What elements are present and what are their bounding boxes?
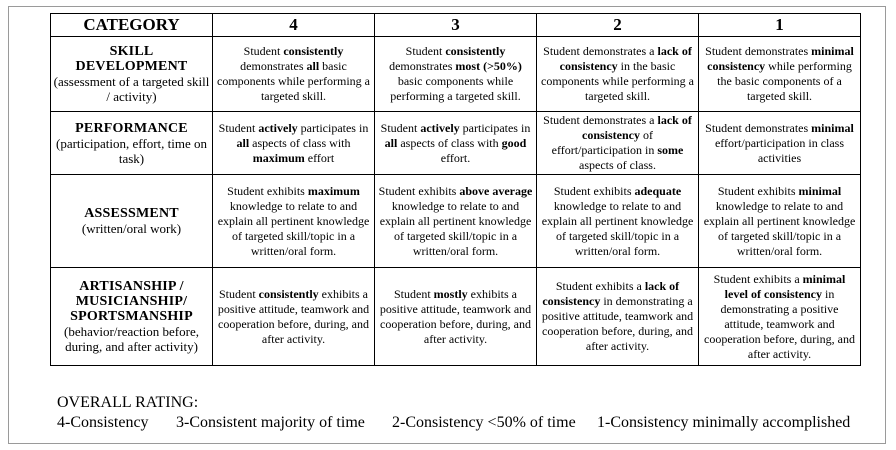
emphasis-text: adequate [634,183,682,198]
descriptor-text: aspects of class. [579,158,656,172]
rating-2: 2-Consistency <50% of time [392,414,576,431]
emphasis-text: maximum [252,150,305,165]
descriptor-text: Student exhibits [553,183,635,198]
category-name: DEVELOPMENT [75,59,188,74]
emphasis-text: consistently [445,44,506,58]
descriptor-level-4 [213,37,375,112]
category-cell [51,37,213,112]
category-subtitle: (written/oral work) [81,221,182,236]
header-row [51,14,861,37]
descriptor-text: Student [405,44,446,58]
descriptor-text: knowledge to relate to and explain all pertinent knowledge of targeted skill/topic in a written/oral form. [703,198,856,258]
descriptor-text: Student demonstrates [705,120,812,135]
emphasis-text: good [501,135,527,150]
emphasis-text: mostly [433,286,468,301]
descriptor-text: aspects of class with [249,135,351,150]
row-artisanship [51,268,861,366]
category-cell [51,268,213,366]
descriptor-text: aspects of class with [397,135,502,150]
descriptor-level-3 [375,37,537,112]
descriptor-level-1 [699,175,861,268]
descriptor-text: exhibits a positive attitude, teamwork and cooperation before, during, and after activity. [217,286,370,346]
descriptor-text: demonstrates [240,59,307,73]
category-subtitle: (assessment of a targeted skill / activity) [53,74,210,104]
rubric-table [50,13,861,366]
descriptor-text: effort/participation in class activities [714,135,845,165]
descriptor-text: Student exhibits [227,183,308,198]
descriptor-text: basic components while performing a targeted skill. [390,74,521,103]
descriptor-text: Student [394,286,434,301]
descriptor-text: in demonstrating a positive attitude, teamwork and cooperation before, during, and after activity. [704,286,855,361]
row-skill-development [51,37,861,112]
emphasis-text: consistently [258,286,319,301]
emphasis-text: minimal level of consistency [724,271,846,301]
emphasis-text: minimal consistency [707,44,854,73]
descriptor-text: demonstrates [389,59,456,73]
emphasis-text: all [384,135,398,150]
emphasis-text: lack of consistency [582,113,692,142]
category-cell [51,112,213,175]
descriptor-text: Student exhibits a [713,271,803,286]
header-level-4: 4 [213,14,375,37]
overall-rating-scale [57,413,850,433]
descriptor-text: while performing the basic components of a targeted skill. [717,59,852,103]
descriptor-level-1 [699,37,861,112]
descriptor-text: Student demonstrates a [543,44,658,58]
header-level-1: 1 [699,14,861,37]
descriptor-level-3 [375,268,537,366]
descriptor-level-2 [537,175,699,268]
emphasis-text: all [306,59,320,73]
row-assessment [51,175,861,268]
emphasis-text: most (>50%) [455,59,522,73]
header-level-3: 3 [375,14,537,37]
descriptor-text: Student demonstrates a [543,113,658,127]
descriptor-level-2 [537,37,699,112]
emphasis-text: lack of consistency [559,44,692,73]
descriptor-level-1 [699,268,861,366]
descriptor-text: Student exhibits [378,183,460,198]
category-cell [51,175,213,268]
descriptor-text: effort. [440,150,471,165]
descriptor-level-4 [213,112,375,175]
descriptor-level-4 [213,175,375,268]
emphasis-text: actively [258,120,298,135]
row-performance [51,112,861,175]
emphasis-text: minimal [798,183,842,198]
descriptor-text: basic components while performing a targeted skill. [217,59,370,103]
emphasis-text: lack of consistency [542,279,680,308]
emphasis-text: above average [459,183,533,198]
descriptor-level-1 [699,112,861,175]
emphasis-text: consistently [283,44,344,58]
descriptor-level-3 [375,175,537,268]
emphasis-text: all [236,135,250,150]
overall-rating-title: OVERALL RATING: [57,394,199,411]
descriptor-text: Student demonstrates [705,44,812,58]
emphasis-text: some [657,143,684,157]
descriptor-text: knowledge to relate to and explain all pertinent knowledge of targeted skill/topic in a written/oral form. [541,198,694,258]
descriptor-text: knowledge to relate to and explain all pertinent knowledge of targeted skill/topic in a written/oral form. [217,198,370,258]
category-name: SPORTSMANSHIP [70,309,193,324]
descriptor-text: in the basic components while performing a targeted skill. [541,59,694,103]
descriptor-text: Student [243,44,284,58]
category-subtitle: (behavior/reaction before, during, and after activity) [64,324,199,354]
category-name: ARTISANSHIP / [79,279,184,294]
rating-4: 4-Consistency [57,414,149,431]
descriptor-text: Student [380,120,421,135]
descriptor-text: in demonstrating a positive attitude, teamwork and cooperation before, during, and after activity. [541,294,694,353]
emphasis-text: maximum [307,183,360,198]
descriptor-text: effort [304,150,335,165]
descriptor-text: participates in [297,120,369,135]
descriptor-text: Student exhibits a [555,279,645,293]
header-level-2: 2 [537,14,699,37]
category-name: ASSESSMENT [84,206,179,221]
overall-rating [57,393,850,433]
descriptor-text: Student [219,286,259,301]
descriptor-text: of effort/participation in [551,128,658,157]
emphasis-text: actively [420,120,460,135]
descriptor-level-2 [537,112,699,175]
descriptor-text: Student [218,120,259,135]
descriptor-text: participates in [459,120,531,135]
category-name: SKILL [109,44,154,59]
category-name: PERFORMANCE [75,120,188,136]
emphasis-text: minimal [811,120,854,135]
category-name: MUSICIANSHIP/ [75,294,188,309]
descriptor-text: knowledge to relate to and explain all pertinent knowledge of targeted skill/topic in a written/oral form. [379,198,532,258]
descriptor-level-3 [375,112,537,175]
rating-3: 3-Consistent majority of time [176,414,365,431]
descriptor-level-2 [537,268,699,366]
descriptor-level-4 [213,268,375,366]
category-subtitle: (participation, effort, time on task) [55,135,208,166]
descriptor-text: exhibits a positive attitude, teamwork and cooperation before, during, and after activity. [379,286,532,346]
descriptor-text: Student exhibits [717,183,799,198]
rating-1: 1-Consistency minimally accomplished [597,414,851,431]
header-category: CATEGORY [51,14,213,37]
